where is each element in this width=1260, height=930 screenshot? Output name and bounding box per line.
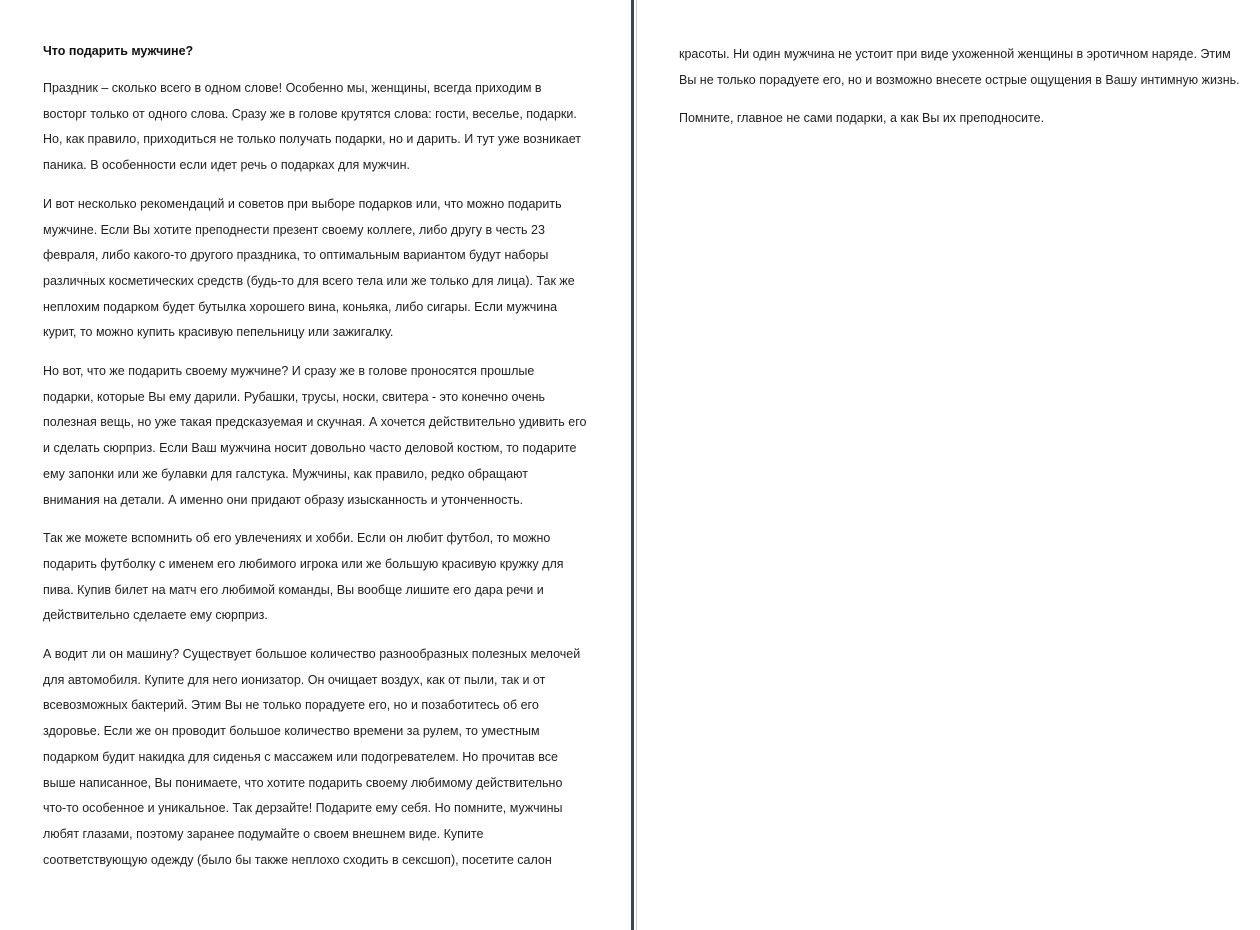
document-title: Что подарить мужчине? xyxy=(43,44,194,58)
paragraph: Но вот, что же подарить своему мужчине? И сразу же в голове проносятся прошлые подарки, которые Вы ему дарили. Рубашки, трусы, носки, свитера - это конечно очень полезная вещь, но уже такая предсказуемая и скучная. А хочется действительно удивить его и сделать сюрприз. Если Ваш мужчина носит довольно часто деловой костюм, то подарите ему запонки или же булавки для галстука. Мужчины, как правило, редко обращают внимания на детали. А именно они придают образу изысканность и утонченность. xyxy=(43,364,587,507)
page-edge-shadow xyxy=(631,0,634,930)
paragraph: красоты. Ни один мужчина не устоит при виде ухоженной женщины в эротичном наряде. Этим Вы не только порадуете его, но и возможно внесете острые ощущения в Вашу интимную жизнь. xyxy=(679,47,1240,87)
paragraph: И вот несколько рекомендаций и советов при выборе подарков или, что можно подарить мужчине. Если Вы хотите преподнести презент своему коллеге, либо другу в честь 23 февраля, либо какого-то другого праздника, то оптимальным вариантом будут наборы различных косметических средств (будь-то для всего тела или же только для лица). Так же неплохим подарком будет бутылка хорошего вина, коньяка, либо сигары. Если мужчина курит, то можно купить красивую пепельницу или зажигалку. xyxy=(43,196,575,340)
document-page-right xyxy=(638,0,1260,930)
page-edge-line xyxy=(636,0,637,930)
page-divider xyxy=(631,0,638,930)
paragraph: Праздник – сколько всего в одном слове! Особенно мы, женщины, всегда приходим в восторг только от одного слова. Сразу же в голове крутятся слова: гости, веселье, подарки. Но, как правило, приходиться не только получать подарки, но и дарить. И тут уже возникает паника. В особенности если идет речь о подарках для мужчин. xyxy=(43,81,582,173)
paragraph: Так же можете вспомнить об его увлечениях и хобби. Если он любит футбол, то можно подарить футболку с именем его любимого игрока или же большую красивую кружку для пива. Купив билет на матч его любимой команды, Вы вообще лишите его дара речи и действительно сделаете ему сюрприз. xyxy=(43,531,564,623)
paragraph: А водит ли он машину? Существует большое количество разнообразных полезных мелочей для автомобиля. Купите для него ионизатор. Он очищает воздух, как от пыли, так и от всевозможных бактерий. Этим Вы не только порадуете его, но и позаботитесь об его здоровье. Если же он проводит большое количество времени за рулем, то уместным подарком будит накидка для сиденья с массажем или подогревателем. Но прочитав все выше написанное, Вы понимаете, что хотите подарить своему любимому действительно что-то особенное и уникальное. Так дерзайте! Подарите ему себя. Но помните, мужчины любят глазами, поэтому заранее подумайте о своем внешнем виде. Купите соответствующую одежду (было бы также неплохо сходить в сексшоп), посетите салон xyxy=(43,647,581,867)
paragraph: Помните, главное не сами подарки, а как Вы их преподносите. xyxy=(679,111,1045,126)
